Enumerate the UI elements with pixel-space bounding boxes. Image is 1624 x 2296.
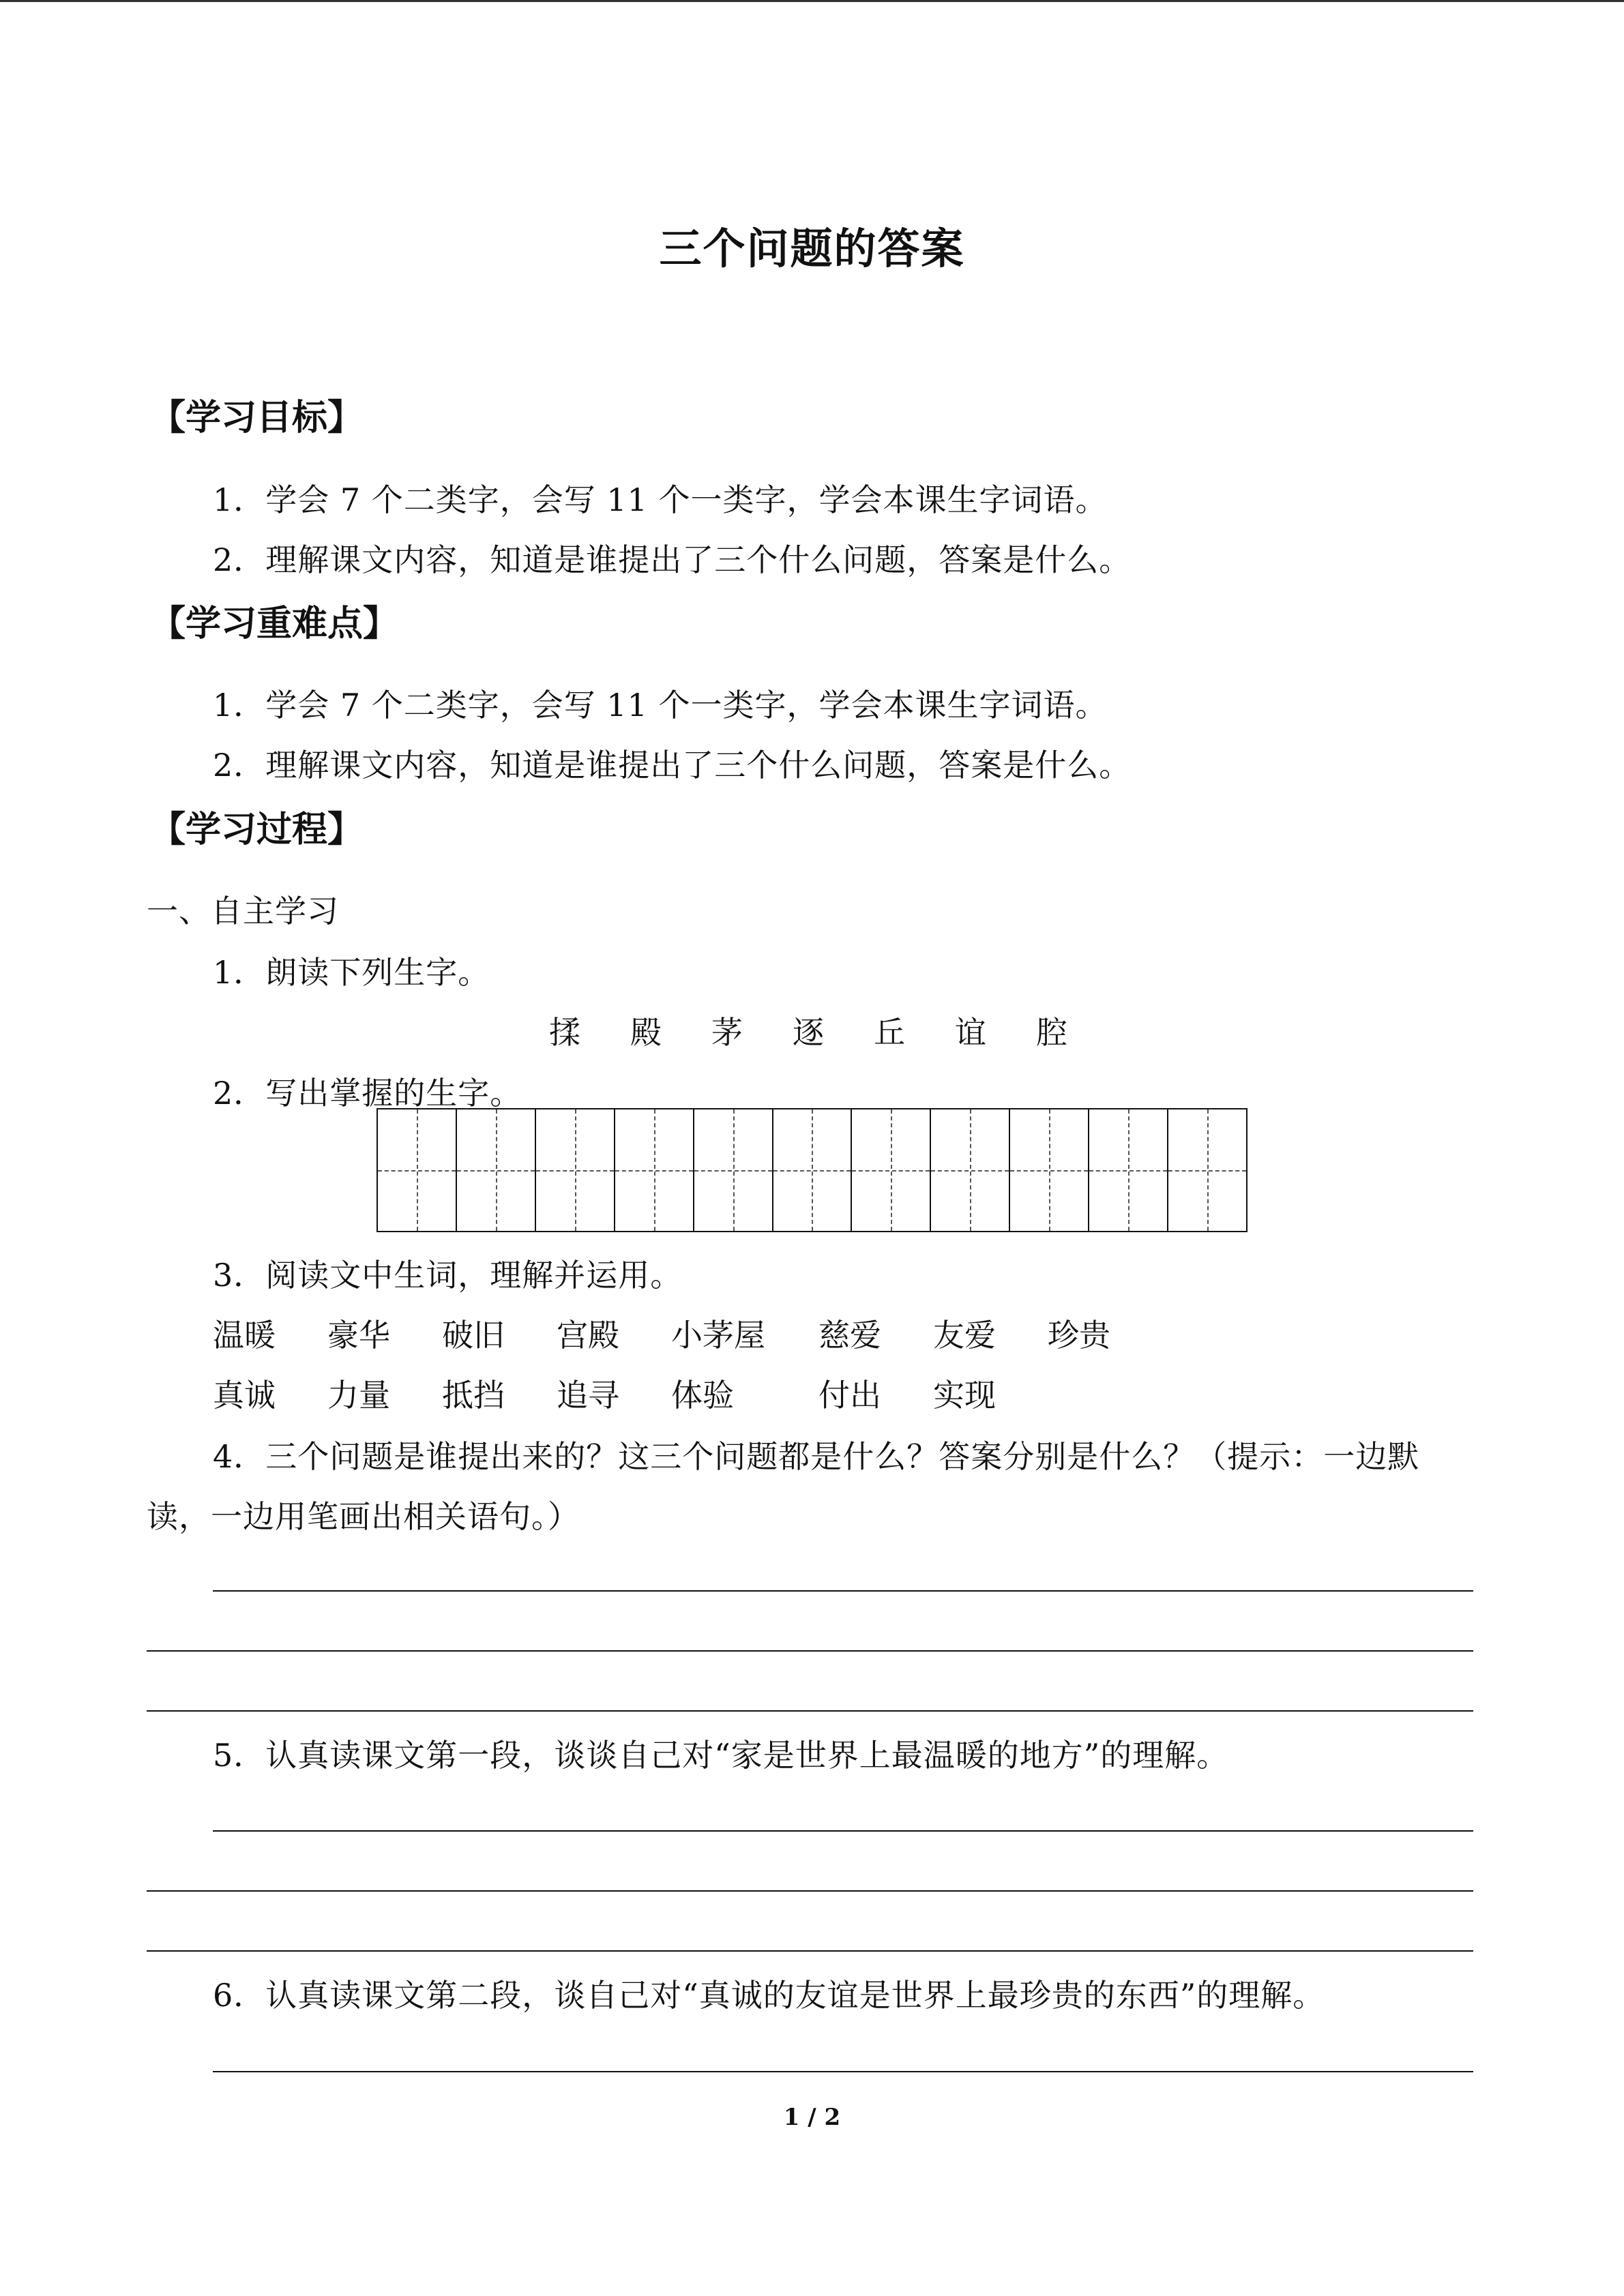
- character: 逐: [793, 1014, 824, 1051]
- grid-cell[interactable]: [1088, 1109, 1167, 1231]
- vocab-word: 力量: [327, 1377, 390, 1414]
- question-1: 1．朗读下列生字。: [213, 954, 490, 991]
- self-study-label: 一、自主学习: [147, 893, 339, 929]
- grid-cell[interactable]: [378, 1109, 456, 1231]
- vocab-word: 珍贵: [1048, 1317, 1110, 1354]
- character: 殿: [630, 1014, 662, 1051]
- vocab-word: 小茅屋: [671, 1317, 765, 1354]
- question-3: 3．阅读文中生词，理解并运用。: [213, 1257, 683, 1294]
- word-list-row-1: [213, 1311, 1162, 1356]
- character: 丘: [874, 1014, 905, 1051]
- grid-cell[interactable]: [772, 1109, 851, 1231]
- question-4-line-1: 4．三个问题是谁提出来的？这三个问题都是什么？答案分别是什么？（提示：一边默: [213, 1438, 1420, 1475]
- goal-item-1: 1．学会 7 个二类字，会写 11 个一类字，学会本课生字词语。: [213, 481, 1108, 518]
- question-6: 6．认真读课文第二段，谈自己对“真诚的友谊是世界上最珍贵的东西”的理解。: [213, 1977, 1325, 2014]
- answer-line[interactable]: [213, 1830, 1473, 1832]
- vocab-word: 慈爱: [818, 1317, 881, 1354]
- answer-line[interactable]: [213, 1590, 1473, 1592]
- vocab-word: 真诚: [213, 1377, 276, 1414]
- character: 茅: [711, 1014, 743, 1051]
- vocab-word: 付出: [818, 1377, 881, 1414]
- vocab-word: 追寻: [557, 1377, 619, 1414]
- page-title: 三个问题的答案: [659, 224, 965, 273]
- answer-line[interactable]: [147, 1650, 1473, 1652]
- question-2: 2．写出掌握的生字。: [213, 1075, 522, 1112]
- writing-grid[interactable]: [377, 1108, 1247, 1232]
- grid-cell[interactable]: [614, 1109, 693, 1231]
- vocab-word: 实现: [933, 1377, 996, 1414]
- answer-line[interactable]: [147, 1710, 1473, 1712]
- vocab-word: 破旧: [442, 1317, 505, 1354]
- grid-cell[interactable]: [535, 1109, 614, 1231]
- answer-line[interactable]: [213, 2071, 1473, 2072]
- page-top-border: [0, 0, 1624, 2]
- page-number: 1 / 2: [783, 2104, 841, 2131]
- grid-cell[interactable]: [851, 1109, 930, 1231]
- heading-goals: 【学习目标】: [150, 397, 364, 438]
- character: 腔: [1036, 1014, 1067, 1051]
- grid-cell[interactable]: [930, 1109, 1009, 1231]
- character: 揉: [549, 1014, 580, 1051]
- question-5: 5．认真读课文第一段，谈谈自己对“家是世界上最温暖的地方”的理解。: [213, 1737, 1229, 1774]
- keypoint-item-1: 1．学会 7 个二类字，会写 11 个一类字，学会本课生字词语。: [213, 687, 1108, 724]
- vocab-word: 温暖: [213, 1317, 276, 1354]
- grid-cell[interactable]: [456, 1109, 535, 1231]
- keypoint-item-2: 2．理解课文内容，知道是谁提出了三个什么问题，答案是什么。: [213, 747, 1132, 784]
- heading-process: 【学习过程】: [150, 809, 364, 850]
- heading-keypoints: 【学习重难点】: [150, 603, 399, 644]
- answer-line[interactable]: [147, 1950, 1473, 1952]
- vocab-word: 豪华: [327, 1317, 390, 1354]
- character-list: [549, 1008, 1117, 1053]
- grid-cell[interactable]: [693, 1109, 772, 1231]
- vocab-word: 体验: [671, 1377, 734, 1414]
- vocab-word: 抵挡: [442, 1377, 505, 1414]
- answer-line[interactable]: [147, 1890, 1473, 1892]
- grid-cell[interactable]: [1167, 1109, 1246, 1231]
- question-4-line-2: 读，一边用笔画出相关语句。）: [147, 1498, 580, 1535]
- goal-item-2: 2．理解课文内容，知道是谁提出了三个什么问题，答案是什么。: [213, 541, 1132, 578]
- vocab-word: 友爱: [933, 1317, 996, 1354]
- character: 谊: [955, 1014, 986, 1051]
- grid-cell[interactable]: [1009, 1109, 1088, 1231]
- vocab-word: 宫殿: [557, 1317, 619, 1354]
- word-list-row-2: [213, 1371, 1048, 1416]
